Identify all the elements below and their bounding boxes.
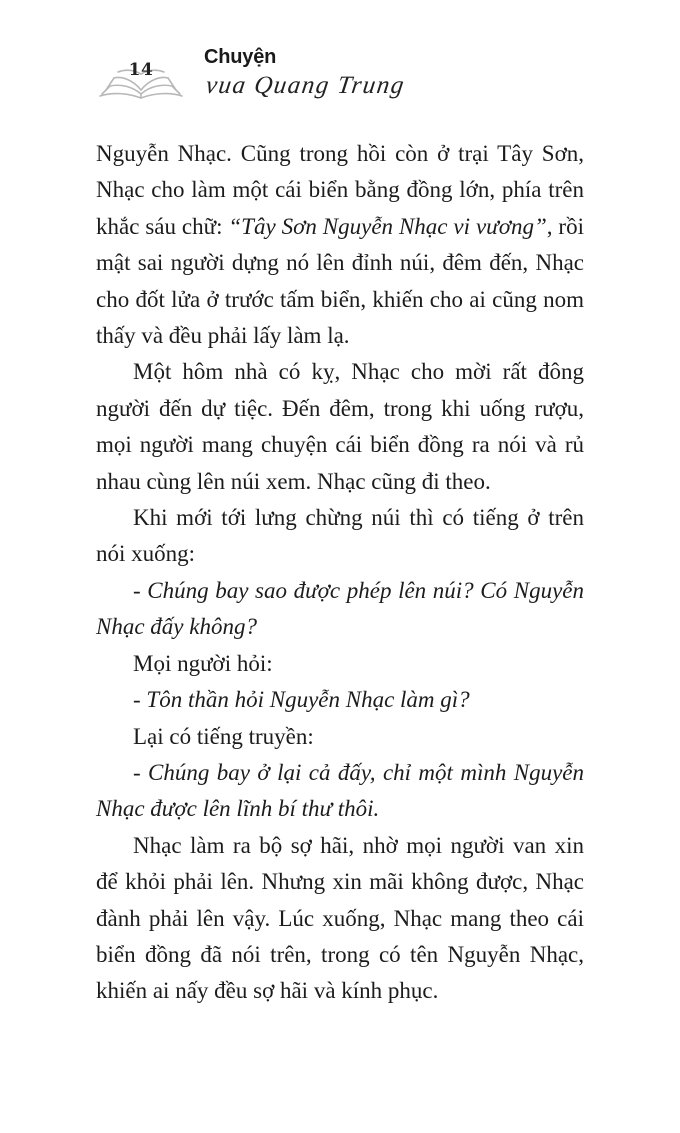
page-body [96,136,584,1010]
text-run: Một hôm nhà có kỵ, Nhạc cho mời rất đông người đến dự tiệc. Đến đêm, trong khi uống rượu, mọi người mang chuyện cái biển đồng ra nói và rủ nhau cùng lên núi xem. Nhạc cũng đi theo. [96,359,584,494]
dialogue-line [96,755,584,828]
paragraph [96,136,584,354]
dialogue-line [96,682,584,718]
inscription-quote: “Tây Sơn Nguyễn Nhạc vi vương” [228,213,547,239]
text-run: Mọi người hỏi: [133,650,273,676]
text-run: - Chúng bay ở lại cả đấy, chỉ một mình Nguyễn Nhạc được lên lĩnh bí thư thôi. [96,759,584,822]
text-run: Lại có tiếng truyền: [133,723,314,749]
paragraph [96,354,584,500]
running-header [96,44,436,106]
paragraph [96,646,584,682]
page-number: 14 [128,60,154,80]
text-run: Nhạc làm ra bộ sợ hãi, nhờ mọi người van xin để khỏi phải lên. Nhưng xin mãi không được, Nhạc đành phải lên vậy. Lúc xuống, Nhạc mang theo cái biển đồng đã nói trên, trong có tên Nguyễn Nhạc, khiến ai nấy đều sợ hãi và kính phục. [96,832,584,1004]
dialogue-line [96,573,584,646]
paragraph [96,828,584,1010]
book-title-subtitle: vua Quang Trung [204,72,407,99]
text-run: , rồi mật sai người dựng nó lên đỉnh núi, đêm đến, Nhạc cho đốt lửa ở trước tấm biển, khiến cho ai cũng nom thấy và đều phải lấy làm lạ. [96,213,584,349]
paragraph [96,500,584,573]
paragraph [96,719,584,755]
text-run: - Chúng bay sao được phép lên núi? Có Nguyễn Nhạc đấy không? [96,577,584,640]
book-title-main: Chuyện [204,46,277,68]
text-run: Nguyễn Nhạc. Cũng trong hồi còn ở trại Tây Sơn, Nhạc cho làm một cái biển bằng đồng lớn, phía trên khắc sáu chữ: [96,141,584,239]
text-run: - Tôn thần hỏi Nguyễn Nhạc làm gì? [133,687,470,713]
text-run: Khi mới tới lưng chừng núi thì có tiếng ở trên nói xuống: [96,505,584,567]
